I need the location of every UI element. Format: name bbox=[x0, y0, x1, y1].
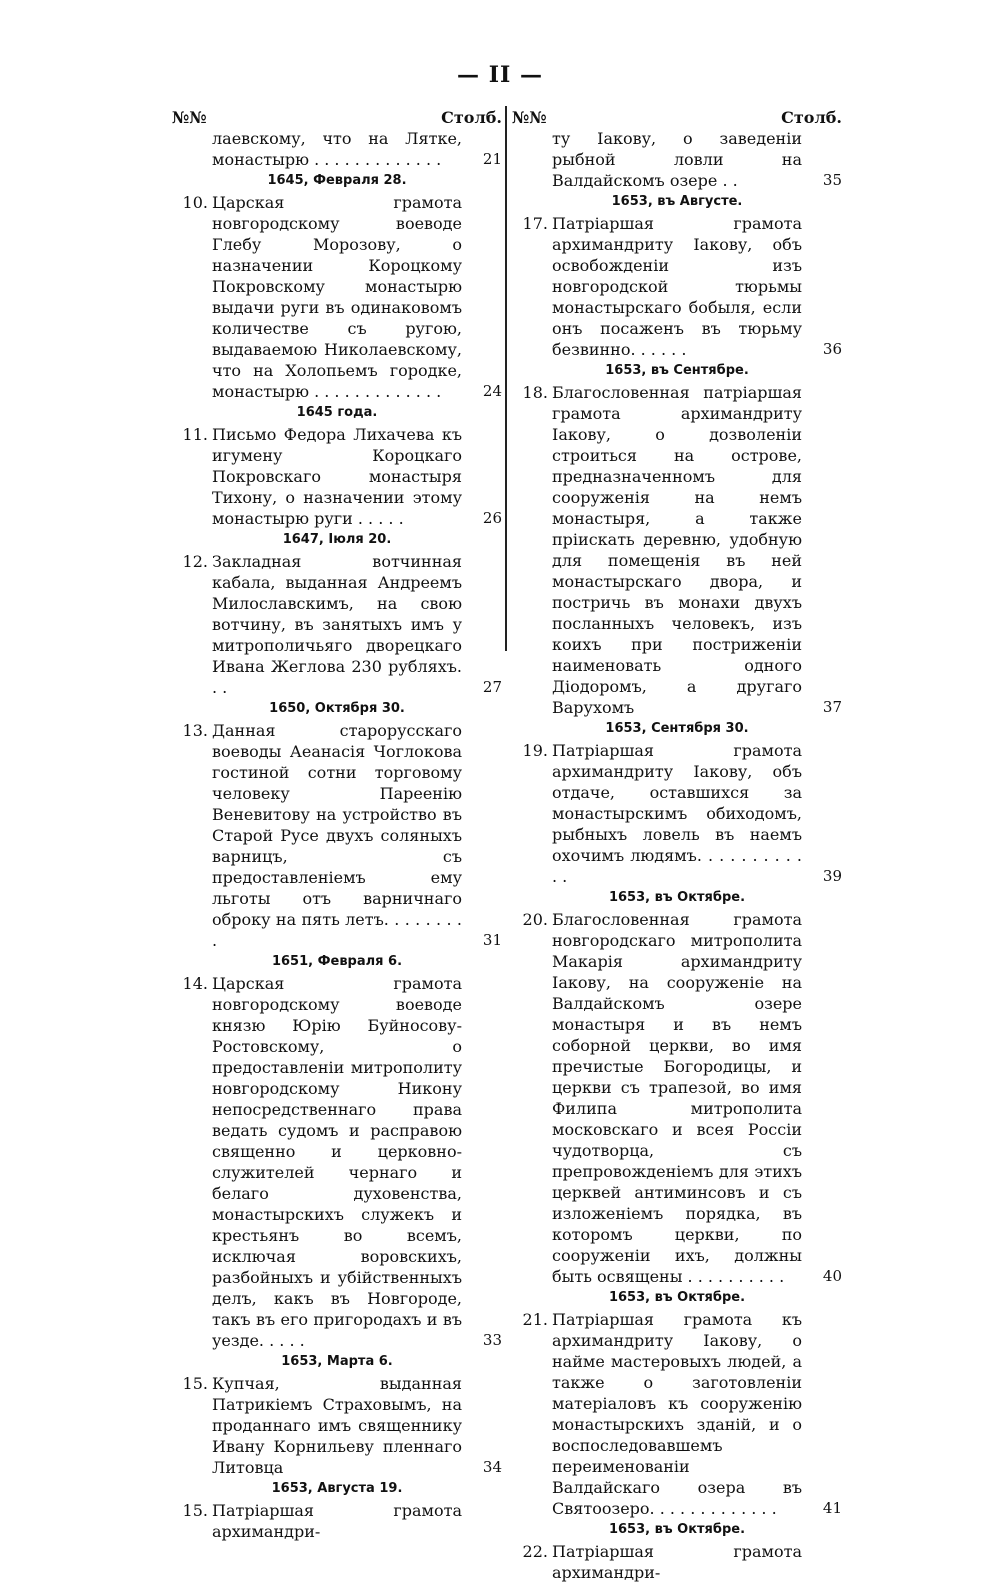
entry-text: Письмо Федора Лихачева къ игумену Короцкаго Покровскаго монастыря Тихону, о назначении этому монастырю руги . . . . . bbox=[212, 425, 462, 528]
column-number: 21 bbox=[482, 150, 502, 168]
column-number: 34 bbox=[482, 1458, 502, 1476]
left-column bbox=[172, 108, 502, 1542]
list-item bbox=[512, 1541, 842, 1583]
entry-text: Патріаршая грамота архимандриту Іакову, объ освобожденіи изъ новгородской тюрьмы монастырскаго бобыля, если онъ посаженъ въ тюрьму безвинно. . . . . . bbox=[552, 214, 802, 359]
list-item bbox=[512, 213, 842, 360]
date-heading: 1653, въ Октябре. bbox=[608, 1290, 746, 1305]
list-item bbox=[172, 424, 502, 529]
date-heading: 1653, въ Августе. bbox=[611, 194, 743, 209]
entry-number: 17. bbox=[522, 214, 548, 233]
list-item bbox=[172, 1373, 502, 1478]
column-divider bbox=[505, 106, 507, 651]
entry-text: Данная старорусскаго воеводы Аеанасія Чоглокова гостиной сотни торговому человеку Пареенію Веневитову на устройство въ Старой Русе двухъ соляныхъ варницъ, съ предоставленіемъ ему льготы отъ варничнаго оброку на пять летъ. . . . . . . . . bbox=[212, 721, 462, 950]
column-header: Столб. bbox=[781, 108, 842, 127]
entry-number: 20. bbox=[522, 910, 548, 929]
entry-number: 11. bbox=[182, 425, 208, 444]
list-item bbox=[512, 382, 842, 718]
date-heading: 1653, Августа 19. bbox=[271, 1481, 403, 1496]
list-item bbox=[172, 192, 502, 402]
entry-text: Закладная вотчинная кабала, выданная Андреемъ Милославскимъ, на свою вотчину, въ занятыхъ имъ у митрополичьяго дворецкаго Ивана Жеглова 230 рубляхъ. . . bbox=[212, 552, 462, 697]
column-number: 27 bbox=[482, 678, 502, 696]
list-item bbox=[172, 973, 502, 1351]
list-item bbox=[172, 128, 502, 170]
entry-text: лаевскому, что на Лятке, монастырю . . . . . . . . . . . . . bbox=[212, 129, 462, 169]
entry-number: 19. bbox=[522, 741, 548, 760]
entry-number: 10. bbox=[182, 193, 208, 212]
entry-text: ту Іакову, о заведеніи рыбной ловли на Валдайскомъ озере . . bbox=[552, 129, 802, 190]
column-number: 33 bbox=[482, 1331, 502, 1349]
date-heading: 1653, въ Октябре. bbox=[608, 1522, 746, 1537]
list-item bbox=[172, 720, 502, 951]
column-number: 24 bbox=[482, 382, 502, 400]
entry-text: Царская грамота новгородскому воеводе князю Юрію Буйносову-Ростовскому, о предоставленіи митрополиту новгородскому Никону непосредственнаго права ведать судомъ и расправою священно и церковно-служителей чернаго и белаго духовенства, монастырскихъ служекъ и крестьянъ во всемъ, исключая воровскихъ, разбойныхъ и убійственныхъ делъ, какъ въ Новгороде, такъ въ его пригородахъ и въ уезде. . . . . bbox=[212, 974, 462, 1350]
entry-number: 21. bbox=[522, 1310, 548, 1329]
column-number: 39 bbox=[822, 867, 842, 885]
list-item bbox=[172, 1500, 502, 1542]
date-heading: 1653, Марта 6. bbox=[281, 1354, 393, 1369]
entry-text: Патріаршая грамота архимандриту Іакову, объ отдаче, оставшихся за монастырскимъ обиходомъ, рыбныхъ ловель въ наемъ охочимъ людямъ. . . . . . . . . . . . bbox=[552, 741, 802, 886]
list-item bbox=[512, 740, 842, 887]
right-column bbox=[512, 108, 842, 1583]
date-heading: 1645, Февраля 28. bbox=[267, 173, 407, 188]
entry-text: Благословенная грамота новгородскаго митрополита Макарія архимандриту Іакову, на сооруженіе на Валдайскомъ озере монастыря и въ немъ соборной церкви, во имя пречистые Богородицы, и церкви съ трапезой, во имя Филипа митрополита московскаго и всея Россіи чудотворца, съ препровожденіемъ для этихъ церквей антиминсовъ и съ изложеніемъ порядка, въ которомъ церкви, по сооруженіи ихъ, должны быть освящены . . . . . . . . . . bbox=[552, 910, 802, 1286]
list-item bbox=[512, 1309, 842, 1519]
entry-number: 22. bbox=[522, 1542, 548, 1561]
entry-text: Патріаршая грамота къ архимандриту Іакову, о найме мастеровыхъ людей, а также о заготовленіи матеріаловъ къ сооруженію монастырскихъ зданій, и о воспоследовавшемъ переименованіи Валдайскаго озера въ Святоозеро. . . . . . . . . . . . . bbox=[552, 1310, 802, 1518]
column-number: 40 bbox=[822, 1267, 842, 1285]
entry-text: Благословенная патріаршая грамота архимандриту Іакову, о дозволеніи строиться на острове, предназначенномъ для сооруженія на немъ монастыря, а также пріискать деревню, удобную для помещенія въ ней монастырскаго двора, и постричь въ монахи двухъ посланныхъ человекъ, изъ коихъ при постриженіи наименовать одного Діодоромъ, а другаго Варухомъ bbox=[552, 383, 802, 717]
column-number: 36 bbox=[822, 340, 842, 358]
entry-text: Патріаршая грамота архимандри- bbox=[552, 1542, 802, 1582]
date-heading: 1653, въ Октябре. bbox=[608, 890, 746, 905]
left-column-header bbox=[172, 108, 502, 128]
entry-text: Купчая, выданная Патрикіемъ Страховымъ, на проданнаго имъ священнику Ивану Корнильеву пленнаго Литовца bbox=[212, 1374, 462, 1477]
date-heading: 1653, Сентября 30. bbox=[605, 721, 749, 736]
column-number: 41 bbox=[822, 1499, 842, 1517]
list-item bbox=[512, 128, 842, 191]
column-header: Столб. bbox=[441, 108, 502, 127]
column-number: 26 bbox=[482, 509, 502, 527]
date-heading: 1645 года. bbox=[296, 405, 378, 420]
date-heading: 1647, Іюля 20. bbox=[282, 532, 392, 547]
entry-number: 12. bbox=[182, 552, 208, 571]
column-number: 31 bbox=[482, 931, 502, 949]
entry-number: 15. bbox=[182, 1501, 208, 1520]
entry-text: Патріаршая грамота архимандри- bbox=[212, 1501, 462, 1541]
entry-number: 18. bbox=[522, 383, 548, 402]
entry-text: Царская грамота новгородскому воеводе Глебу Морозову, о назначении Короцкому Покровскому монастырю выдачи руги въ одинаковомъ количестве съ ругою, выдаваемою Николаевскому, что на Холопьемъ городке, монастырю . . . . . . . . . . . . . bbox=[212, 193, 462, 401]
entry-number: 13. bbox=[182, 721, 208, 740]
list-item bbox=[512, 909, 842, 1287]
page-title: — II — bbox=[457, 62, 543, 88]
column-number: 35 bbox=[822, 171, 842, 189]
date-heading: 1651, Февраля 6. bbox=[271, 954, 403, 969]
entry-number: 14. bbox=[182, 974, 208, 993]
date-heading: 1653, въ Сентябре. bbox=[605, 363, 749, 378]
number-header: №№ bbox=[172, 108, 207, 127]
right-column-header bbox=[512, 108, 842, 128]
number-header: №№ bbox=[512, 108, 547, 127]
date-heading: 1650, Октября 30. bbox=[269, 701, 405, 716]
entry-number: 15. bbox=[182, 1374, 208, 1393]
list-item bbox=[172, 551, 502, 698]
column-number: 37 bbox=[822, 698, 842, 716]
